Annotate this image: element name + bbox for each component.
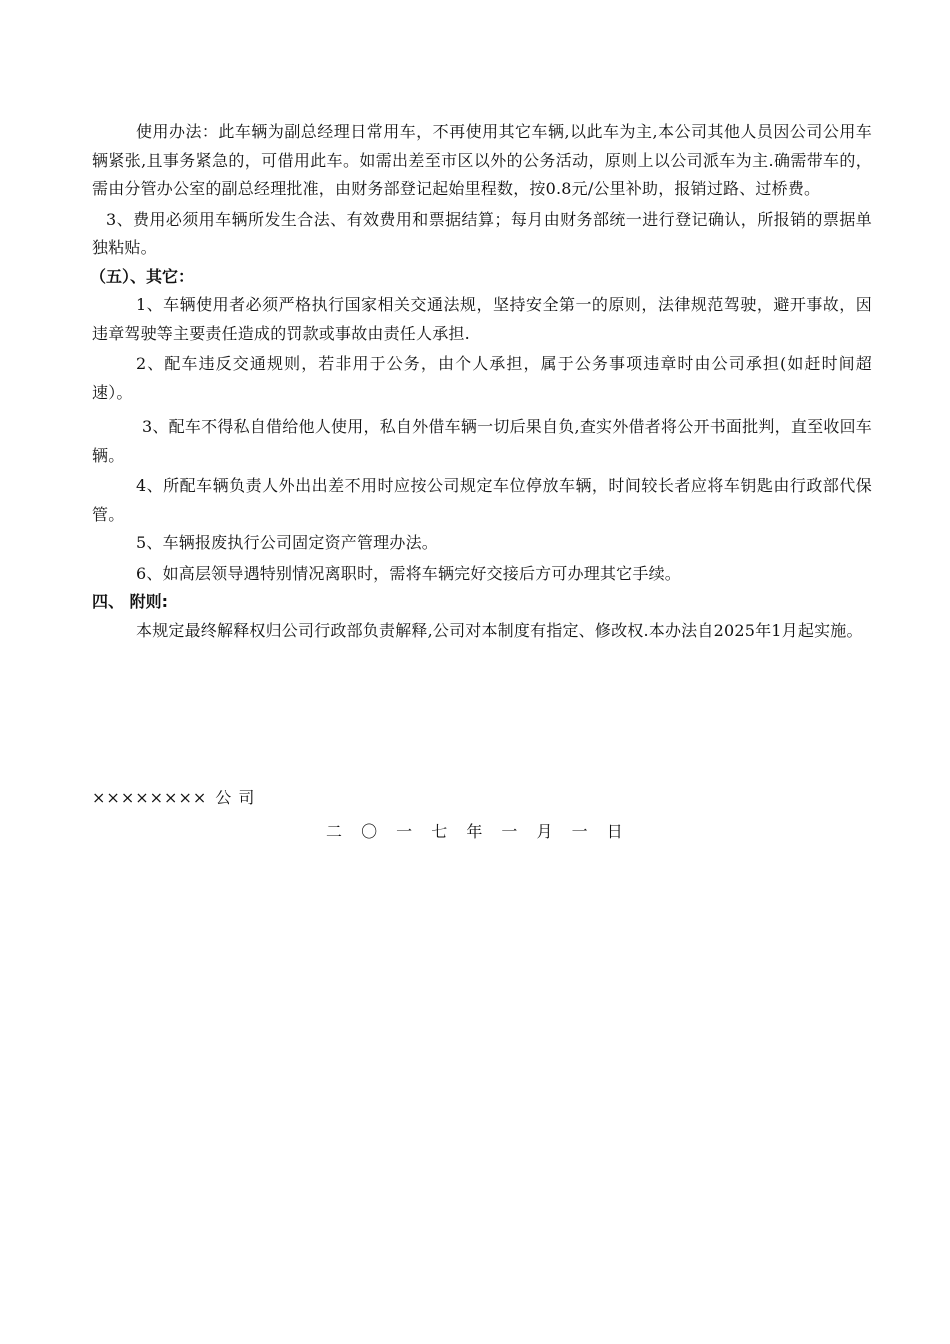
section-five-item-5: 5、车辆报废执行公司固定资产管理办法。: [136, 533, 438, 552]
company-name-mask: ××××××××: [92, 788, 208, 807]
company-suffix: 公 司: [215, 788, 256, 807]
signature-date: 二 〇 一 七 年 一 月 一 日: [326, 822, 623, 841]
company-signature: [92, 786, 255, 810]
section-five-heading: （五）、其它：: [90, 266, 195, 286]
document-body: [92, 118, 872, 645]
section-five-item-2: 2、配车违反交通规则，若非用于公务，由个人承担，属于公务事项违章时由公司承担(如赶时间超速）。: [92, 354, 872, 402]
section-five-item-6: 6、如高层领导遇特别情况离职时，需将车辆完好交接后方可办理其它手续。: [136, 563, 681, 583]
usage-paragraph: 使用办法：此车辆为副总经理日常用车，不再使用其它车辆,以此车为主,本公司其他人员因公司公用车辆紧张,且事务紧急的，可借用此车。如需出差至市区以外的公务活动，原则上以公司派车为主.确需带车的，需由分管办公室的副总经理批准，由财务部登记起始里程数，按0.8元/公里补助，报销过路、过桥费。: [92, 122, 872, 198]
expense-paragraph: 3、费用必须用车辆所发生合法、有效费用和票据结算；每月由财务部统一进行登记确认，所报销的票据单独粘贴。: [92, 209, 872, 257]
section-five-item-3: 3、配车不得私自借给他人使用，私自外借车辆一切后果自负,查实外借者将公开书面批判，直至收回车辆。: [92, 417, 872, 465]
section-five-item-1: 1、车辆使用者必须严格执行国家相关交通法规，坚持安全第一的原则，法律规范驾驶，避开事故，因违章驾驶等主要责任造成的罚款或事故由责任人承担.: [92, 295, 872, 343]
section-five-item-4: 4、所配车辆负责人外出出差不用时应按公司规定车位停放车辆，时间较长者应将车钥匙由行政部代保管。: [92, 476, 872, 524]
section-four-heading: 四、 附则:: [92, 592, 168, 611]
section-four-text: 本规定最终解释权归公司行政部负责解释,公司对本制度有指定、修改权.本办法自2025年1月起实施。: [136, 620, 863, 640]
